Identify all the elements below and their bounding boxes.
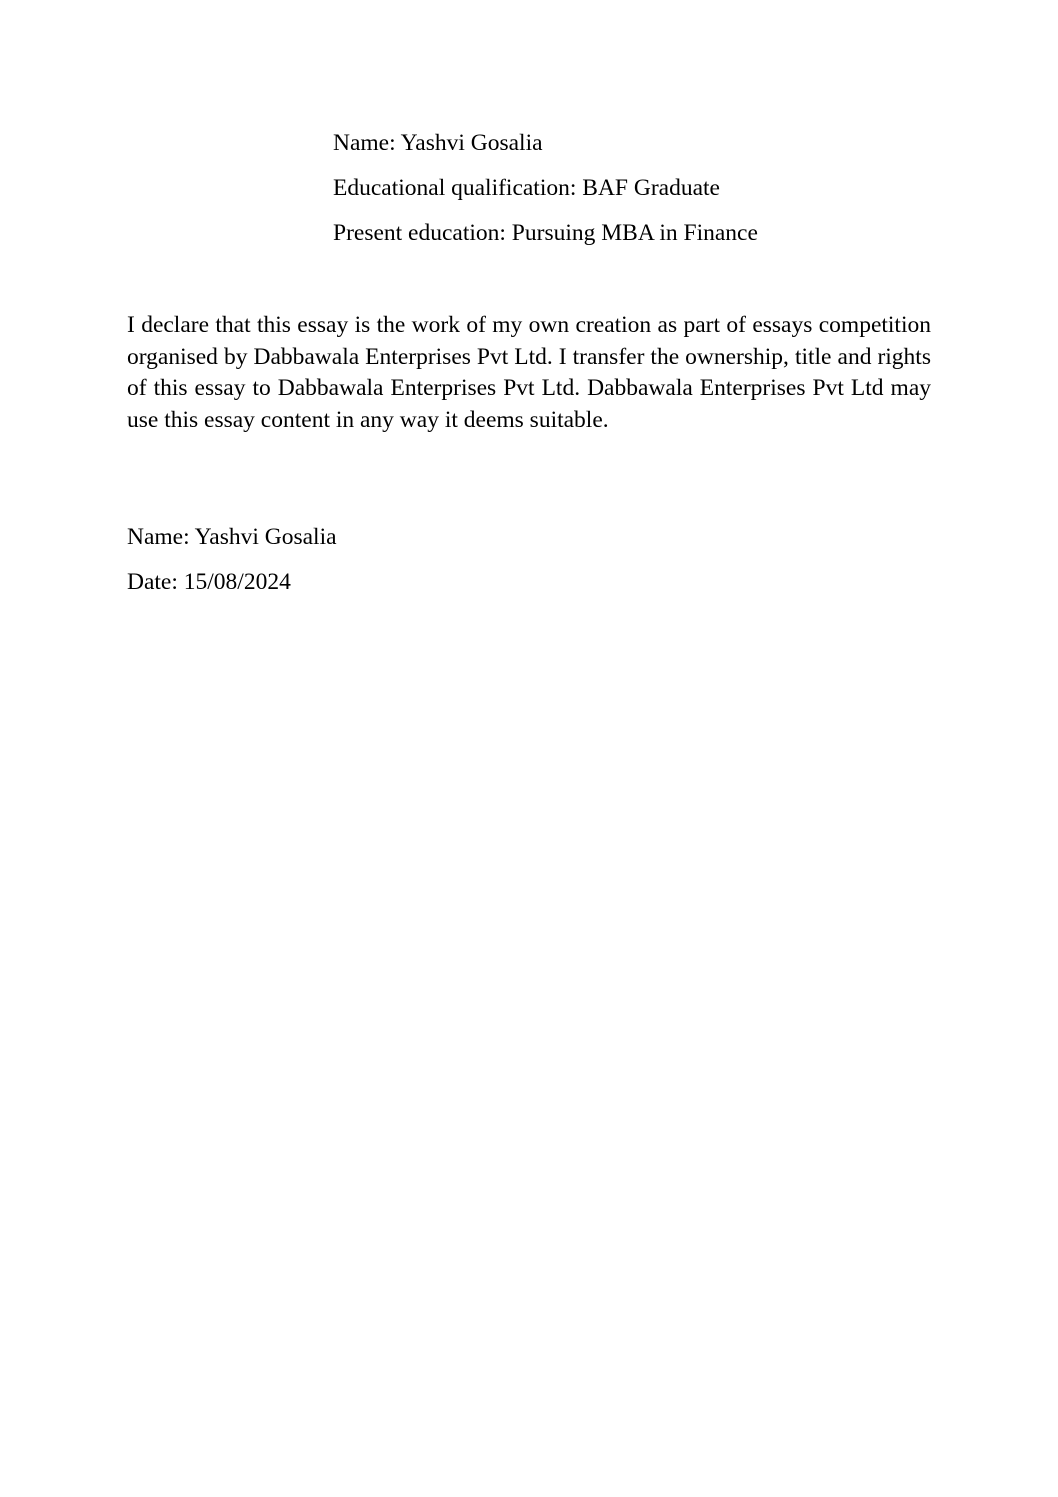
author-details xyxy=(333,128,933,263)
signature-block xyxy=(127,522,727,612)
author-name: Name: Yashvi Gosalia xyxy=(333,130,543,156)
signature-name: Name: Yashvi Gosalia xyxy=(127,524,337,550)
present-education: Present education: Pursuing MBA in Finance xyxy=(333,220,758,246)
educational-qualification: Educational qualification: BAF Graduate xyxy=(333,175,720,201)
declaration-paragraph: I declare that this essay is the work of my own creation as part of essays competition organised by Dabbawala Enterprises Pvt Ltd. I transfer the ownership, title and rights of this essay to Dabbawala Enterprises Pvt Ltd. Dabbawala Enterprises Pvt Ltd may use this essay content in any way it deems suitable. xyxy=(127,312,931,433)
signature-date: Date: 15/08/2024 xyxy=(127,569,291,595)
